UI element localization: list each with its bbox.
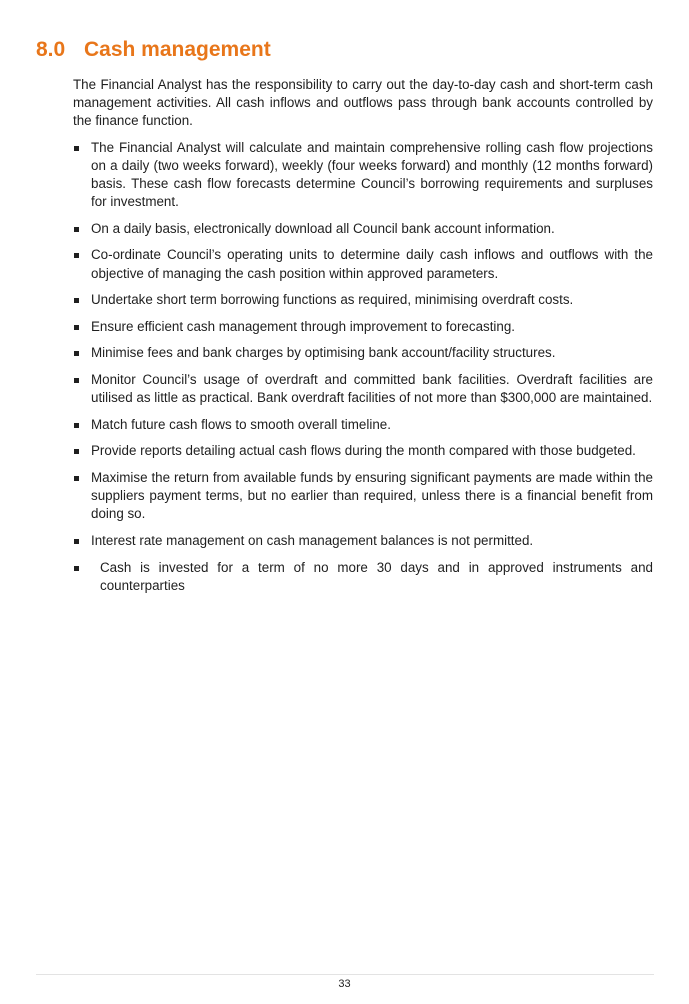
list-item-text: Minimise fees and bank charges by optimising bank account/facility structures. (91, 345, 556, 361)
square-bullet-icon (74, 325, 79, 330)
list-item-text: Monitor Council’s usage of overdraft and committed bank facilities. Overdraft facilities are utilised as little as practical. Bank overdraft facilities of not more than $300,000 are maintained. (91, 371, 653, 406)
list-item-text: Undertake short term borrowing functions as required, minimising overdraft costs. (91, 292, 574, 308)
list-item (73, 220, 653, 238)
square-bullet-icon (74, 253, 79, 258)
square-bullet-icon (74, 449, 79, 454)
section-body (73, 76, 653, 603)
square-bullet-icon (74, 378, 79, 383)
list-item-text: On a daily basis, electronically download all Council bank account information. (91, 220, 555, 236)
list-item-text: The Financial Analyst will calculate and maintain comprehensive rolling cash flow projections on a daily (two weeks forward), weekly (four weeks forward) and monthly (12 months forward) basis. These cash flow forecasts determine Council’s borrowing requirements and surpluses for investment. (91, 139, 653, 210)
section-heading (36, 37, 271, 63)
list-item (73, 139, 653, 212)
square-bullet-icon (74, 298, 79, 303)
list-item-text: Maximise the return from available funds by ensuring significant payments are made within the suppliers payment terms, but no earlier than required, unless there is a financial benefit from doing so. (91, 469, 653, 522)
intro-paragraph: The Financial Analyst has the responsibility to carry out the day-to-day cash and short-term cash management activities. All cash inflows and outflows pass through bank accounts controlled by the finance function. (73, 77, 653, 129)
page-number: 33 (338, 978, 351, 990)
list-item (73, 532, 653, 550)
square-bullet-icon (74, 539, 79, 544)
list-item-text: Co-ordinate Council’s operating units to determine daily cash inflows and outflows with the objective of managing the cash position within approved parameters. (91, 247, 653, 281)
square-bullet-icon (74, 476, 79, 481)
list-item (73, 416, 653, 434)
list-item-text: Provide reports detailing actual cash flows during the month compared with those budgeted. (91, 443, 636, 459)
section-title: Cash management (84, 38, 271, 61)
list-item-text: Match future cash flows to smooth overall timeline. (91, 416, 391, 432)
square-bullet-icon (74, 566, 79, 571)
list-item (73, 371, 653, 407)
list-item (73, 246, 653, 282)
footer-divider (36, 974, 654, 975)
list-item-text: Interest rate management on cash management balances is not permitted. (91, 532, 534, 548)
list-item (73, 442, 653, 460)
responsibilities-list (73, 139, 653, 595)
list-item-text: Cash is invested for a term of no more 30 days and in approved instruments and counterparties (100, 559, 653, 593)
section-number: 8.0 (36, 38, 66, 61)
list-item-text: Ensure efficient cash management through improvement to forecasting. (91, 318, 516, 334)
list-item (73, 469, 653, 524)
square-bullet-icon (74, 423, 79, 428)
list-item (73, 559, 653, 595)
square-bullet-icon (74, 227, 79, 232)
square-bullet-icon (74, 351, 79, 356)
list-item (73, 291, 653, 309)
list-item (73, 344, 653, 362)
list-item (73, 318, 653, 336)
square-bullet-icon (74, 146, 79, 151)
